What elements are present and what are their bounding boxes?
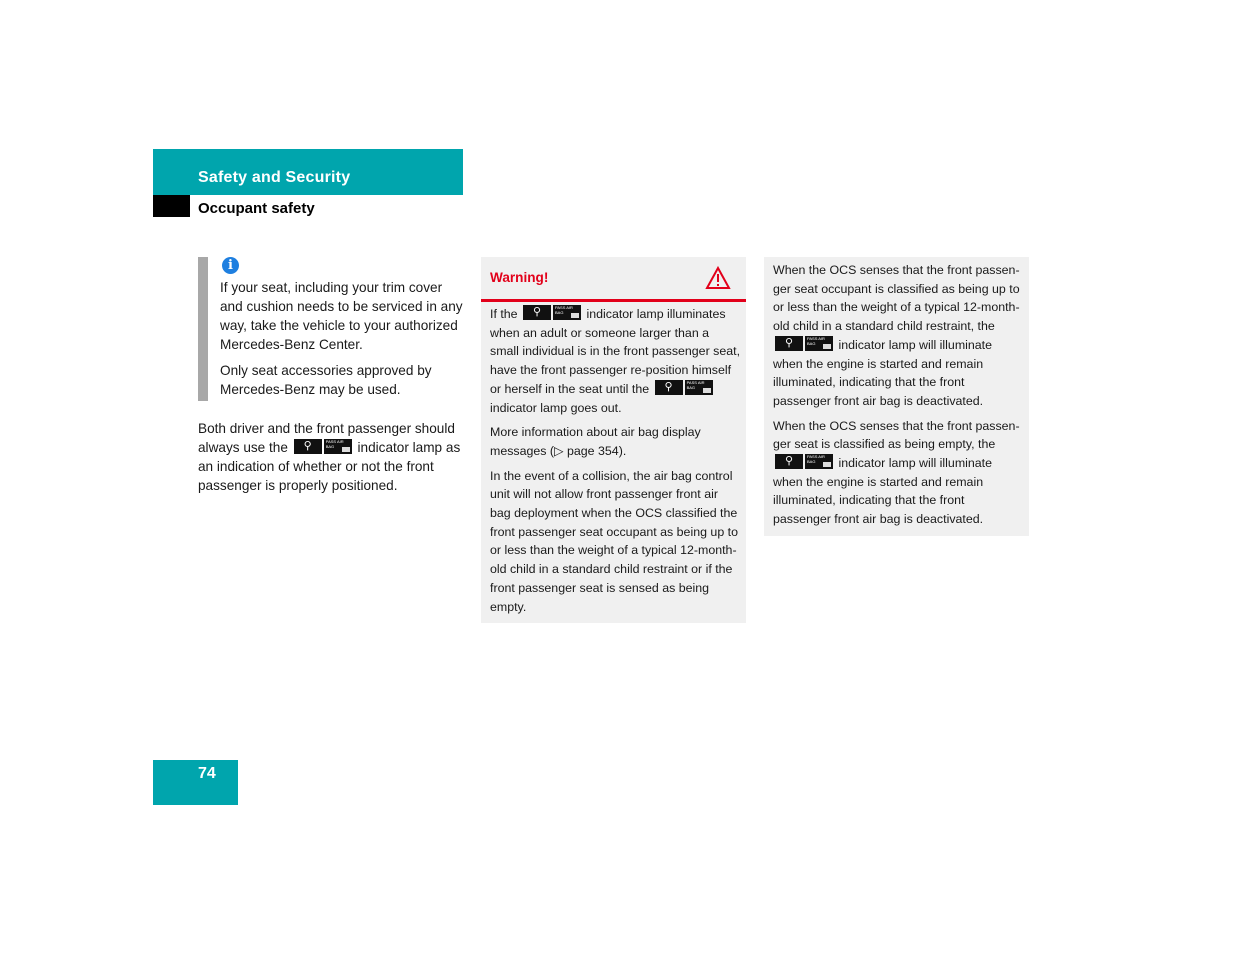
- warning-triangle-icon: [705, 266, 731, 290]
- warning-title: Warning!: [490, 270, 549, 285]
- pass-air-bag-off-lamp-icon: ⚲ PASS AIR BAG: [775, 336, 833, 351]
- main-paragraph: [198, 419, 466, 495]
- ocs-text-segment: indicator lamp will illuminate when the engine is started and remain illuminated, indicating that the front passenger front air bag is deactivated.: [773, 456, 993, 527]
- ocs-info-box: [764, 257, 1029, 536]
- page-number: 74: [198, 765, 216, 782]
- info-icon: i: [222, 257, 239, 274]
- info-paragraph: Only seat accessories approved by Mercedes-Benz may be used.: [220, 363, 432, 397]
- pass-air-bag-off-lamp-icon: ⚲ PASS AIR BAG: [775, 454, 833, 469]
- warning-text-segment: indicator lamp illuminates when an adult or someone larger than a small individual is in the front passenger seat, have the front passenger re-position himself or herself in the seat until the: [490, 307, 741, 396]
- info-bar: [198, 257, 208, 401]
- pass-air-bag-off-lamp-icon: ⚲ PASS AIR BAG: [294, 439, 352, 454]
- pass-air-bag-off-lamp-icon: ⚲ PASS AIR BAG: [523, 305, 581, 320]
- warning-header: [481, 257, 746, 302]
- main-text: Both driver and the front passenger should always use the: [198, 421, 455, 455]
- info-paragraph: If your seat, including your trim cover and cushion needs to be serviced in any way, take the vehicle to your authorized Mercedes-Benz Center.: [220, 280, 463, 352]
- info-note: [198, 257, 463, 401]
- ocs-info-text: [773, 261, 1025, 535]
- warning-text-segment: indicator lamp goes out.: [490, 400, 622, 415]
- pass-air-bag-off-lamp-icon: ⚲ PASS AIR BAG: [655, 380, 713, 395]
- ocs-text-segment: When the OCS senses that the front passen-ger seat is classified as being empty, the: [773, 418, 1020, 452]
- subsection-title: Occupant safety: [198, 200, 315, 217]
- warning-text-segment: If the: [490, 307, 518, 321]
- info-text: [220, 278, 465, 406]
- section-header-band: [153, 149, 463, 195]
- page-number-box: [153, 760, 238, 805]
- warning-box: [481, 257, 746, 623]
- warning-paragraph: In the event of a collision, the air bag control unit will not allow front passenger front air bag deployment when the OCS classified the front passenger seat occupant as being up to or less than the weight of a typical 12-month-old child in a standard child restraint or if the front passenger seat is sensed as being empty.: [490, 468, 738, 614]
- ocs-text-segment: When the OCS senses that the front passen-ger seat occupant is classified as being up to or less than the weight of a typical 12-month-old child in a standard child restraint, the: [773, 263, 1020, 334]
- ocs-text-segment: indicator lamp will illuminate when the engine is started and remain illuminated, indicating that the front passenger front air bag is deactivated.: [773, 337, 993, 408]
- section-title: Safety and Security: [198, 169, 351, 186]
- main-text: indicator lamp as an indication of whether or not the front passenger is properly positioned.: [198, 440, 461, 493]
- warning-paragraph: More information about air bag display messages (▷ page 354).: [490, 425, 701, 458]
- warning-text: [490, 305, 740, 622]
- subsection-marker: [153, 195, 190, 217]
